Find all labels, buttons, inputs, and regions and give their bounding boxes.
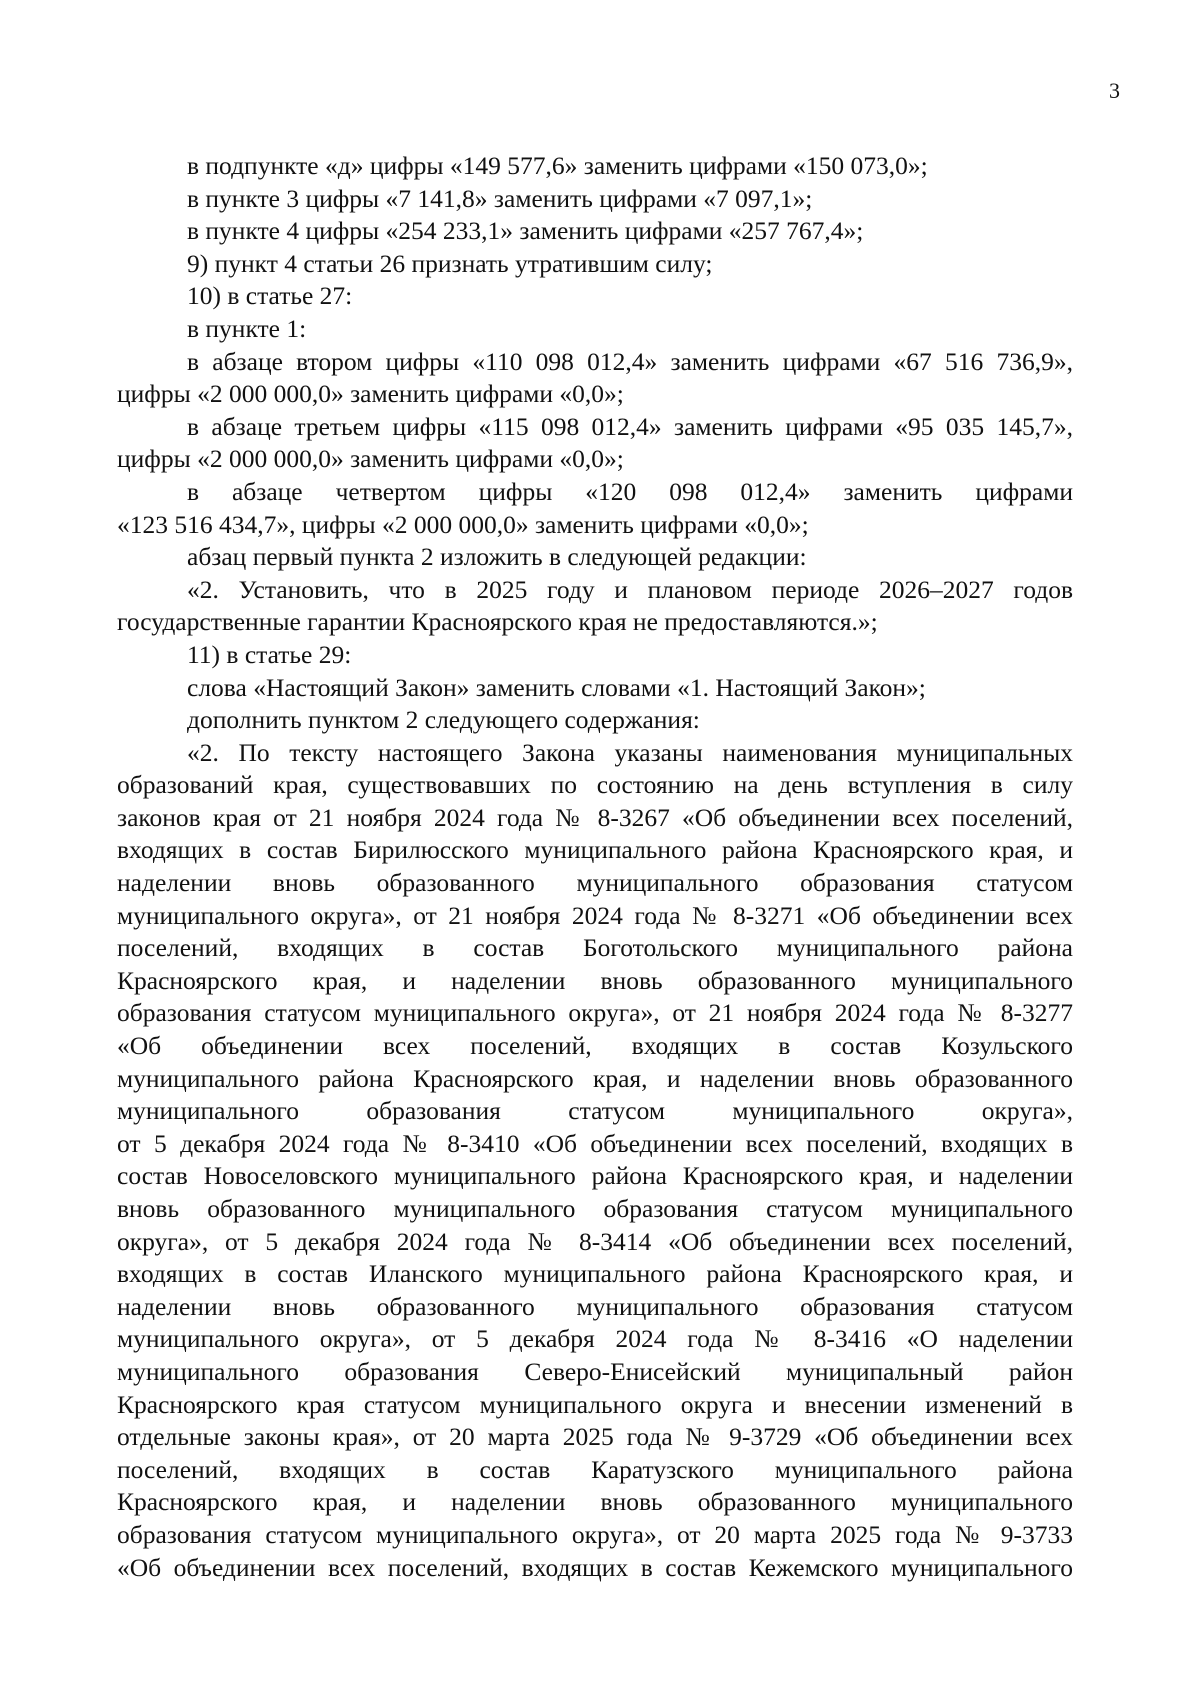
- text-line: в пункте 1:: [187, 313, 307, 343]
- text-line: в абзаце третьем цифры «115 098 012,4» заменить цифрами «95 035 145,7»,: [187, 411, 1073, 441]
- text-line: в пункте 4 цифры «254 233,1» заменить цифрами «257 767,4»;: [187, 216, 864, 246]
- text-line: слова «Настоящий Закон» заменить словами «1. Настоящий Закон»;: [187, 672, 926, 702]
- text-line: от 5 декабря 2024 года № 8-3410 «Об объединении всех поселений, входящих в: [117, 1128, 1073, 1158]
- text-line: законов края от 21 ноября 2024 года № 8-3267 «Об объединении всех поселений,: [117, 802, 1073, 832]
- document-body: [117, 150, 1073, 1584]
- text-line: образований края, существовавших по состоянию на день вступления в силу: [117, 770, 1073, 800]
- text-line: образования статусом муниципального округа», от 20 марта 2025 года № 9-3733: [117, 1519, 1073, 1549]
- text-line: в пункте 3 цифры «7 141,8» заменить цифрами «7 097,1»;: [187, 183, 813, 213]
- text-line: Красноярского края, и наделении вновь образованного муниципального: [117, 965, 1073, 995]
- text-line: отдельные законы края», от 20 марта 2025 года № 9-3729 «Об объединении всех: [117, 1422, 1073, 1452]
- text-line: образования статусом муниципального округа», от 21 ноября 2024 года № 8-3277: [117, 998, 1073, 1028]
- text-line: абзац первый пункта 2 изложить в следующей редакции:: [187, 542, 807, 572]
- text-line: «Об объединении всех поселений, входящих в состав Кежемского муниципального: [117, 1552, 1073, 1582]
- text-line: «2. По тексту настоящего Закона указаны наименования муниципальных: [187, 737, 1073, 767]
- text-line: муниципального образования Северо-Енисейский муниципальный район: [117, 1356, 1073, 1386]
- text-line: «2. Установить, что в 2025 году и плановом периоде 2026–2027 годов: [187, 574, 1073, 604]
- text-line: государственные гарантии Красноярского края не предоставляются.»;: [117, 607, 878, 637]
- text-line: 10) в статье 27:: [187, 281, 353, 311]
- text-line: дополнить пунктом 2 следующего содержания:: [187, 705, 700, 735]
- text-line: наделении вновь образованного муниципального образования статусом: [117, 868, 1073, 898]
- text-line: муниципального округа», от 5 декабря 2024 года № 8-3416 «О наделении: [117, 1324, 1073, 1354]
- text-line: входящих в состав Бирилюсского муниципального района Красноярского края, и: [117, 835, 1073, 865]
- text-line: муниципального образования статусом муниципального округа»,: [117, 1096, 1073, 1126]
- text-line: наделении вновь образованного муниципального образования статусом: [117, 1291, 1073, 1321]
- text-line: вновь образованного муниципального образования статусом муниципального: [117, 1194, 1073, 1223]
- text-line: входящих в состав Иланского муниципального района Красноярского края, и: [117, 1259, 1073, 1289]
- text-line: поселений, входящих в состав Боготольского муниципального района: [117, 933, 1073, 963]
- text-line: состав Новоселовского муниципального района Красноярского края, и наделении: [117, 1161, 1073, 1191]
- text-line: муниципального района Красноярского края, и наделении вновь образованного: [117, 1063, 1073, 1093]
- text-line: «123 516 434,7», цифры «2 000 000,0» заменить цифрами «0,0»;: [117, 509, 809, 539]
- text-line: муниципального округа», от 21 ноября 2024 года № 8-3271 «Об объединении всех: [117, 900, 1073, 930]
- text-line: Красноярского края статусом муниципального округа и внесении изменений в: [117, 1389, 1073, 1419]
- text-line: округа», от 5 декабря 2024 года № 8-3414 «Об объединении всех поселений,: [117, 1226, 1073, 1256]
- text-line: в подпункте «д» цифры «149 577,6» заменить цифрами «150 073,0»;: [187, 151, 928, 180]
- text-line: цифры «2 000 000,0» заменить цифрами «0,0»;: [117, 379, 624, 409]
- text-line: 9) пункт 4 статьи 26 признать утратившим силу;: [187, 248, 713, 278]
- text-line: Красноярского края, и наделении вновь образованного муниципального: [117, 1487, 1073, 1517]
- text-line: в абзаце четвертом цифры «120 098 012,4» заменить цифрами: [187, 476, 1073, 506]
- text-line: цифры «2 000 000,0» заменить цифрами «0,0»;: [117, 444, 624, 474]
- text-line: в абзаце втором цифры «110 098 012,4» заменить цифрами «67 516 736,9»,: [187, 346, 1073, 376]
- text-line: 11) в статье 29:: [187, 639, 352, 669]
- text-line: «Об объединении всех поселений, входящих в состав Козульского: [117, 1031, 1073, 1061]
- page-number: 3: [1109, 78, 1120, 103]
- text-line: поселений, входящих в состав Каратузского муниципального района: [117, 1454, 1073, 1484]
